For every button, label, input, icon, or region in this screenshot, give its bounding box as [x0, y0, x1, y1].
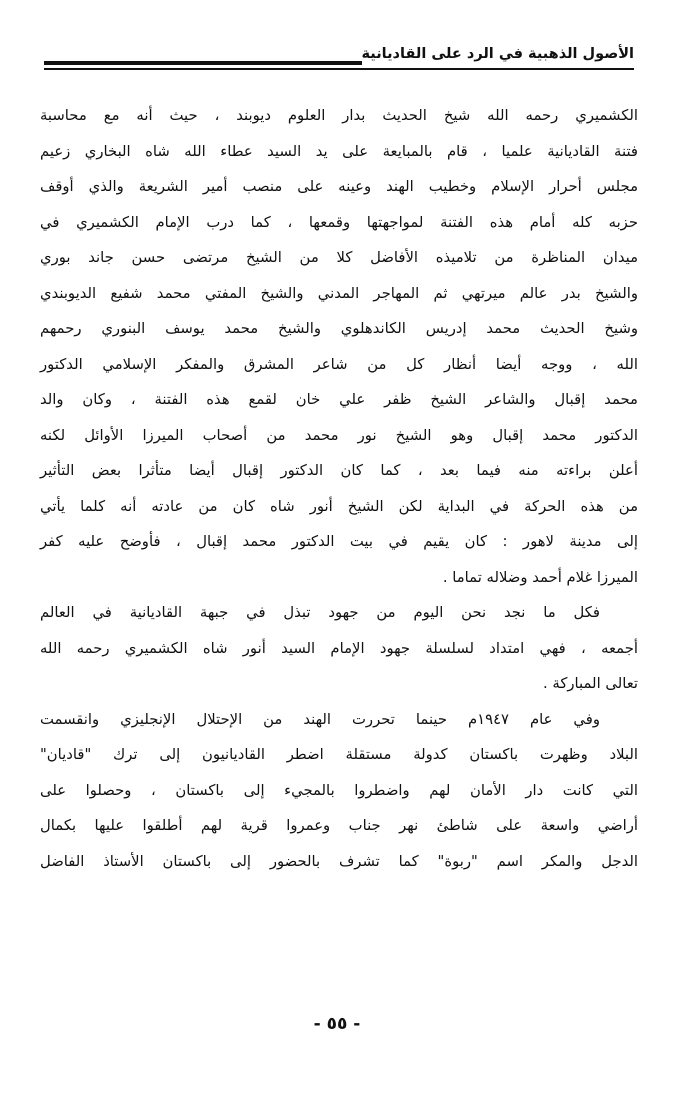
text-line: وشيخ الحديث محمد إدريس الكاندهلوي والشيخ محمد يوسف البنوري رحمهم — [40, 320, 638, 337]
text-line: الدكتور محمد إقبال وهو الشيخ نور محمد من أصحاب الميرزا الأوائل لكنه — [40, 426, 638, 444]
text-line: تعالى المباركة . — [543, 675, 638, 692]
text-line: التي كانت دار الأمان لهم واضطروا بالمجيء إلى باكستان ، وحصلوا على — [40, 781, 638, 799]
text-line: الله ، ووجه أيضا أنظار كل من شاعر المشرق والمفكر الإسلامي الدكتور — [40, 355, 638, 373]
text-line: الدجل والمكر اسم "ربوة" كما تشرف بالحضور إلى باكستان الأستاذ الفاضل — [40, 852, 638, 870]
text-line: أعلن براءته منه فيما بعد ، كما كان الدكتور إقبال أيضا متأثرا بعض التأثير — [40, 462, 638, 479]
text-line: والشيخ بدر عالم ميرتهي ثم المهاجر المدني والشيخ المفتي محمد شفيع الديوبندي — [40, 284, 638, 302]
text-line: البلاد وظهرت باكستان كدولة مستقلة اضطر القاديانيون إلى ترك "قاديان" — [40, 746, 638, 763]
text-line: مجلس أحرار الإسلام وخطيب الهند وعينه على منصب أمير الشريعة والذي أوقف — [40, 178, 638, 195]
header-rule-thin — [44, 68, 634, 70]
text-line: أجمعه ، فهي امتداد لسلسلة جهود الإمام السيد أنور شاه الكشميري رحمه الله — [40, 639, 638, 657]
text-line: الكشميري رحمه الله شيخ الحديث بدار العلوم ديوبند ، حيث أنه مع محاسبة — [40, 107, 638, 124]
text-line: فكل ما نجد نحن اليوم من جهود تبذل في جبهة القاديانية في العالم — [40, 604, 600, 621]
body-text — [40, 98, 638, 879]
running-title: الأصول الذهبية في الرد على القاديانية — [361, 46, 634, 62]
text-line: محمد إقبال والشاعر الشيخ ظفر علي خان لقمع هذه الفتنة ، وكان والد — [40, 391, 638, 408]
text-line: أراضي واسعة على شاطئ نهر جناب وعمروا قرية لهم أطلقوا عليها بكمال — [40, 817, 638, 834]
page-header — [44, 42, 634, 82]
text-line: إلى مدينة لاهور : كان يقيم في بيت الدكتور محمد إقبال ، فأوضح عليه كفر — [40, 533, 638, 550]
text-line: من هذه الحركة في البداية لكن الشيخ أنور شاه كان من عادته أنه كلما يأتي — [40, 497, 638, 515]
header-rule-thick — [44, 61, 362, 65]
text-line: وفي عام ١٩٤٧م حينما تحررت الهند من الإحتلال الإنجليزي وانقسمت — [40, 710, 600, 728]
text-line: فتنة القاديانية علميا ، قام بالمبايعة على يد السيد عطاء الله شاه البخاري زعيم — [40, 142, 638, 160]
text-line: الميرزا غلام أحمد وضلاله تماما . — [442, 568, 638, 586]
text-line: حزبه كله أمام هذه الفتنة لمواجهتها وقمعها ، كما درب الإمام الكشميري في — [40, 213, 638, 231]
text-line: ميدان المناظرة من تلاميذه الأفاضل كلا من الشيخ مرتضى حسن جاند بوري — [40, 249, 638, 266]
page-number: - ٥٥ - — [313, 1014, 361, 1034]
